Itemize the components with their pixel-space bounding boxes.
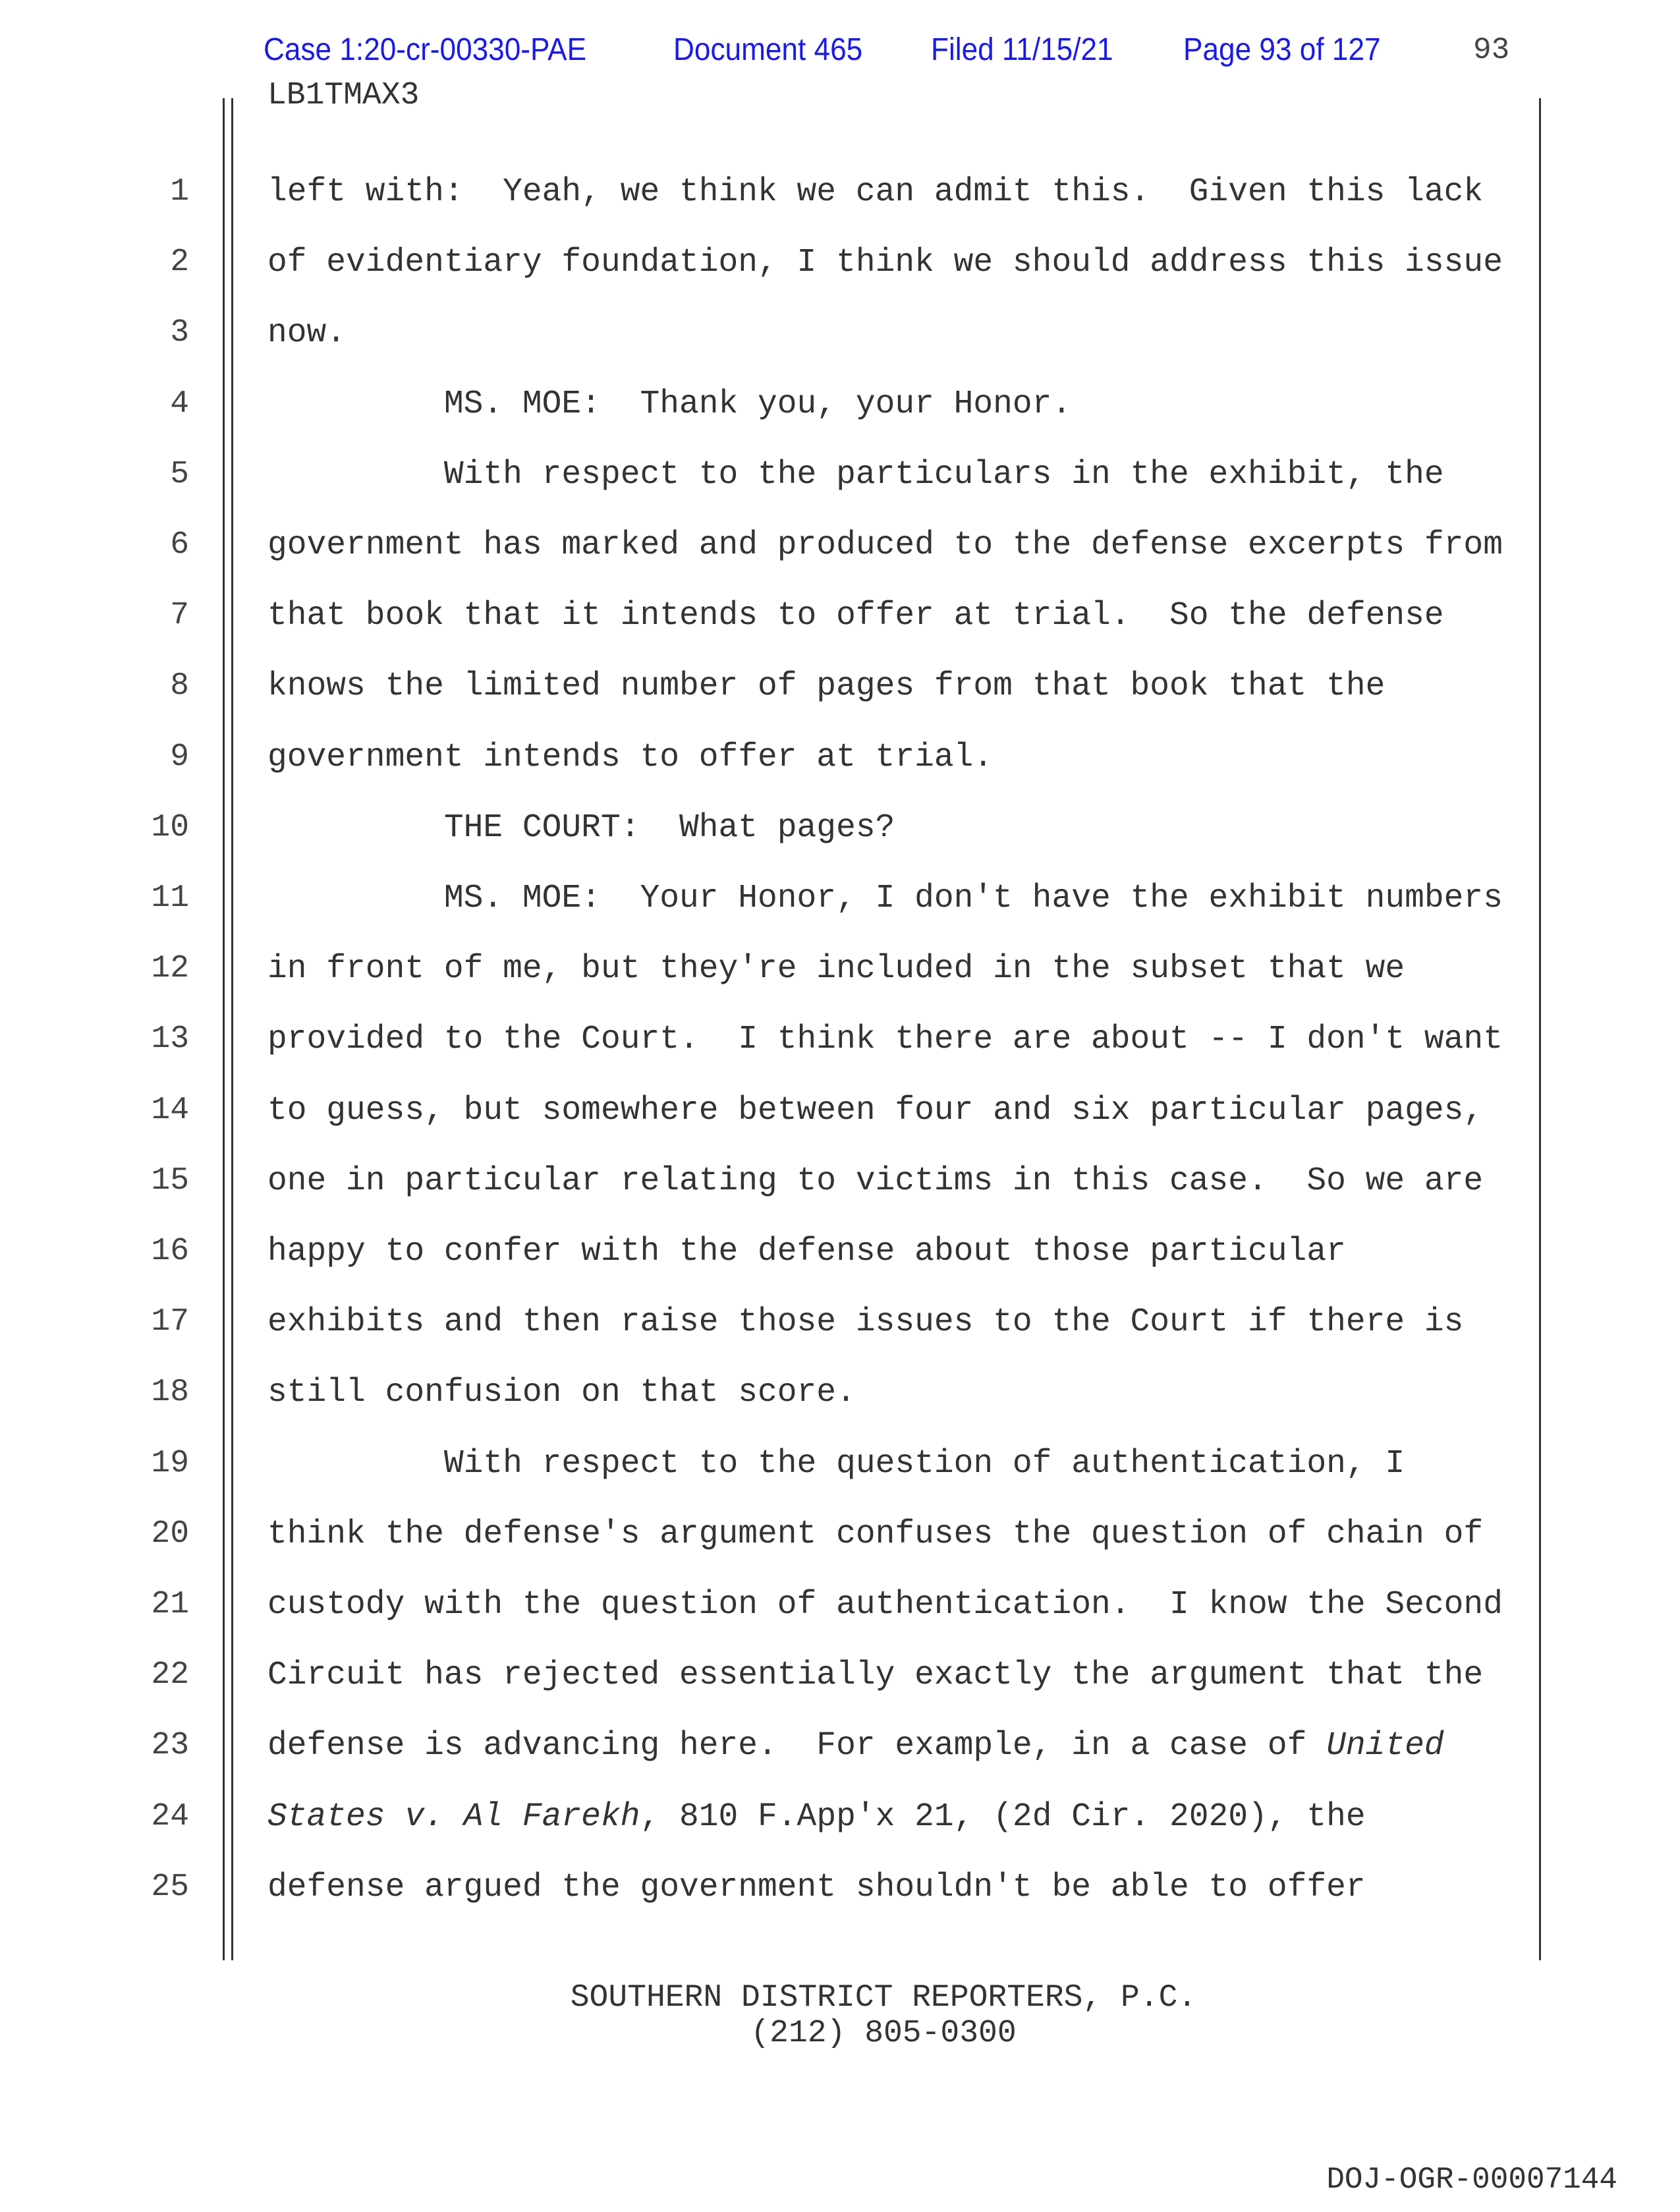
transcript-line [0,1146,1680,1216]
page-of-total: Page 93 of 127 [1183,32,1381,67]
line-number: 23 [151,1728,189,1764]
reporter-name: SOUTHERN DISTRICT REPORTERS, P.C. [570,1980,1197,2016]
transcript-line [0,369,1680,440]
line-text [267,934,1405,1004]
text-segment: , 810 F.App'x 21, (2d Cir. 2020), the [640,1798,1366,1835]
line-text [267,298,346,368]
text-segment: defense is advancing here. For example, in a case of [267,1727,1327,1765]
case-citation-italic: United [1326,1727,1444,1765]
line-text [267,1499,1483,1570]
line-number: 16 [151,1234,189,1269]
transcript-line [0,793,1680,863]
transcript-line [0,1711,1680,1781]
transcript-line [0,651,1680,722]
line-text [267,651,1385,722]
line-text [267,1287,1463,1357]
transcript-line [0,1075,1680,1146]
line-number: 13 [151,1021,189,1058]
line-text [267,1711,1444,1781]
line-number: 2 [170,244,189,281]
line-number: 22 [151,1657,189,1693]
transcript-line [0,440,1680,510]
line-text [267,863,1503,934]
text-segment: MS. MOE: Your Honor, I don't have the exhibit numbers [267,880,1503,917]
line-text [267,1004,1503,1075]
transcript-line [0,1429,1680,1499]
line-number: 21 [151,1587,189,1622]
text-segment: Circuit has rejected essentially exactly the argument that the [267,1657,1484,1694]
line-number: 24 [151,1798,189,1834]
transcript-line [0,934,1680,1004]
line-text [267,1146,1483,1216]
line-text [267,157,1483,227]
transcript-line [0,157,1680,227]
text-segment: government has marked and produced to the defense excerpts from [267,526,1503,563]
text-segment: left with: Yeah, we think we can admit this. Given this lack [267,173,1484,210]
text-segment: of evidentiary foundation, I think we should address this issue [267,244,1503,281]
line-text [267,581,1444,651]
line-text [267,1570,1503,1640]
text-segment: one in particular relating to victims in this case. So we are [267,1162,1484,1199]
line-text [267,1782,1366,1852]
line-number: 6 [170,527,189,563]
text-segment: that book that it intends to offer at trial. So the defense [267,597,1444,635]
text-segment: provided to the Court. I think there are about -- I don't want [267,1021,1503,1058]
line-number: 14 [151,1092,189,1128]
text-segment: now. [267,314,347,352]
line-number: 17 [151,1304,189,1340]
text-segment: in front of me, but they're included in the subset that we [267,950,1405,988]
text-segment: custody with the question of authentication. I know the Second [267,1586,1503,1623]
line-number: 18 [151,1375,189,1411]
transcript-line [0,1640,1680,1711]
line-number: 12 [151,951,189,987]
line-text [267,793,895,863]
line-text [267,227,1503,298]
line-text [267,369,1071,440]
bates-number: DOJ-OGR-00007144 [1326,2163,1617,2197]
line-number: 7 [170,598,189,634]
line-number: 9 [170,739,189,775]
line-text [267,1216,1346,1287]
text-segment: MS. MOE: Thank you, your Honor. [267,385,1072,422]
transcript-line [0,1782,1680,1852]
line-text [267,1640,1483,1711]
transcript-page-number: 93 [1473,33,1510,67]
reporter-phone: (212) 805-0300 [750,2016,1017,2051]
transcript-line [0,1852,1680,1923]
document-number: Document 465 [673,32,863,67]
line-number: 3 [170,315,189,351]
text-segment: think the defense's argument confuses the question of chain of [267,1515,1484,1552]
text-segment: THE COURT: What pages? [267,808,895,846]
line-number: 15 [151,1162,189,1199]
text-segment: to guess, but somewhere between four and six particular pages, [267,1091,1484,1129]
transcript-code: LB1TMAX3 [267,78,420,113]
line-text [267,510,1503,581]
transcript-line [0,1287,1680,1357]
line-text [267,1852,1366,1923]
transcript-line [0,298,1680,368]
transcript-line [0,1499,1680,1570]
transcript-line [0,722,1680,793]
transcript-line [0,1357,1680,1428]
transcript-line [0,863,1680,934]
text-segment: still confusion on that score. [267,1374,856,1411]
line-number: 11 [151,880,189,916]
line-number: 10 [151,809,189,845]
text-segment: With respect to the question of authentication, I [267,1444,1405,1482]
case-citation-italic: States v. Al Farekh [267,1798,640,1835]
text-segment: happy to confer with the defense about those particular [267,1233,1346,1270]
line-text [267,722,993,793]
transcript-line [0,510,1680,581]
text-segment: exhibits and then raise those issues to the Court if there is [267,1303,1464,1341]
text-segment: With respect to the particulars in the exhibit, the [267,455,1444,493]
line-number: 4 [170,385,189,422]
case-number-link[interactable]: Case 1:20-cr-00330-PAE [264,32,587,67]
line-text [267,1429,1405,1499]
line-number: 1 [170,174,189,210]
text-segment: government intends to offer at trial. [267,738,994,776]
line-number: 19 [151,1445,189,1481]
line-number: 20 [151,1516,189,1552]
line-number: 25 [151,1869,189,1905]
text-segment: defense argued the government shouldn't be able to offer [267,1868,1366,1906]
transcript-line [0,581,1680,651]
line-text [267,1357,856,1428]
text-segment: knows the limited number of pages from that book that the [267,667,1386,705]
transcript-line [0,1570,1680,1640]
line-text [267,1075,1483,1146]
transcript-line [0,1216,1680,1287]
transcript-line [0,227,1680,298]
line-number: 8 [170,668,189,704]
line-text [267,440,1444,510]
line-number: 5 [170,456,189,492]
transcript-line [0,1004,1680,1075]
filed-date: Filed 11/15/21 [931,32,1113,67]
